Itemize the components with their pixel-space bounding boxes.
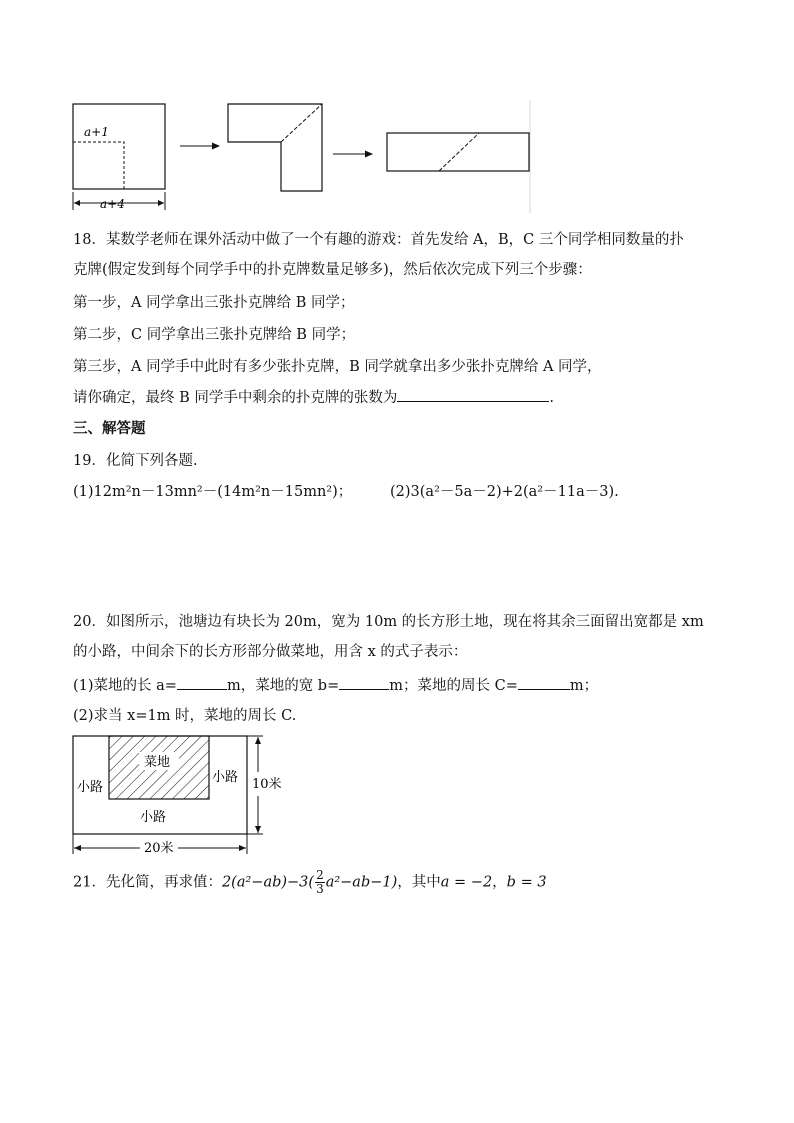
q18-step2: 第二步，C 同学拿出三张扑克牌给 B 同学； xyxy=(73,327,356,343)
q21-frac-num: 2 xyxy=(316,868,324,882)
label-a-plus-4: a+4 xyxy=(100,197,125,211)
square-shape xyxy=(73,104,165,189)
q21-expr-a: 2(a²−ab)−3( xyxy=(221,874,315,891)
q21-expr-b: a²−ab−1) xyxy=(325,874,398,891)
q20-part1-m2: m；菜地的周长 C= xyxy=(389,678,518,694)
dashed-cut-line xyxy=(73,142,124,189)
q21-frac-den: 3 xyxy=(316,882,324,896)
q18-step3: 第三步，A 同学手中此时有多少张扑克牌，B 同学就拿出多少张扑克牌给 A 同学， xyxy=(73,359,602,375)
label-xiaolu-right: 小路 xyxy=(212,770,239,785)
label-xiaolu-left: 小路 xyxy=(77,780,104,795)
blank-length-a[interactable] xyxy=(177,675,227,690)
q20-part2: (2)求当 x=1m 时，菜地的周长 C. xyxy=(73,708,297,724)
label-xiaolu-bottom: 小路 xyxy=(140,810,167,825)
q21-intro: 21．先化简，再求值： xyxy=(73,874,222,891)
q18-question xyxy=(73,387,554,408)
blank-width-b[interactable] xyxy=(339,675,389,690)
q21-cond-b: b = 3 xyxy=(506,874,547,891)
q19-part2: (2)3(a²－5a－2)+2(a²－11a－3). xyxy=(390,484,619,500)
label-a-plus-1: a+1 xyxy=(84,125,109,139)
q20-part1-m3: m； xyxy=(569,678,599,694)
long-rectangle xyxy=(387,133,529,171)
q21-line xyxy=(73,869,547,903)
q19-title: 19．化简下列各题. xyxy=(73,453,198,469)
q18-question-text: 请你确定，最终 B 同学手中剩余的扑克牌的张数为 xyxy=(73,390,398,406)
blank-perimeter-c[interactable] xyxy=(518,675,570,690)
section-title: 三、解答题 xyxy=(73,420,146,437)
q21-cond-sep: ， xyxy=(492,874,507,891)
q19-part1: (1)12m²n－13mn²－(14m²n－15mn²)； xyxy=(73,484,353,500)
q20-part1 xyxy=(73,675,598,696)
garden-figure xyxy=(60,730,290,858)
q18-line1: 18．某数学老师在课外活动中做了一个有趣的游戏：首先发给 A，B，C 三个同学相同数量的扑 xyxy=(73,232,684,248)
q18-line2: 克牌(假定发到每个同学手中的扑克牌数量足够多)，然后依次完成下列三个步骤： xyxy=(73,262,592,278)
q18-end: . xyxy=(549,390,554,406)
q21-cond: ，其中 xyxy=(397,874,441,891)
q20-line1: 20．如图所示，池塘边有块长为 20m，宽为 10m 的长方形土地，现在将其余三面留出宽都是 xm xyxy=(73,614,704,630)
q21-cond-a: a = −2 xyxy=(440,874,493,891)
q20-part1-a: (1)菜地的长 a= xyxy=(73,678,177,694)
q18-step1: 第一步，A 同学拿出三张扑克牌给 B 同学； xyxy=(73,295,355,311)
label-20m: 20米 xyxy=(144,841,174,856)
q20-line2: 的小路，中间余下的长方形部分做菜地，用含 x 的式子表示： xyxy=(73,644,468,660)
q18-answer-blank[interactable] xyxy=(397,387,549,402)
label-10m: 10米 xyxy=(252,777,282,792)
q20-part1-m1: m，菜地的宽 b= xyxy=(226,678,340,694)
q21-fraction xyxy=(315,869,325,896)
label-caidi: 菜地 xyxy=(144,755,171,770)
fold-figure xyxy=(60,98,540,216)
